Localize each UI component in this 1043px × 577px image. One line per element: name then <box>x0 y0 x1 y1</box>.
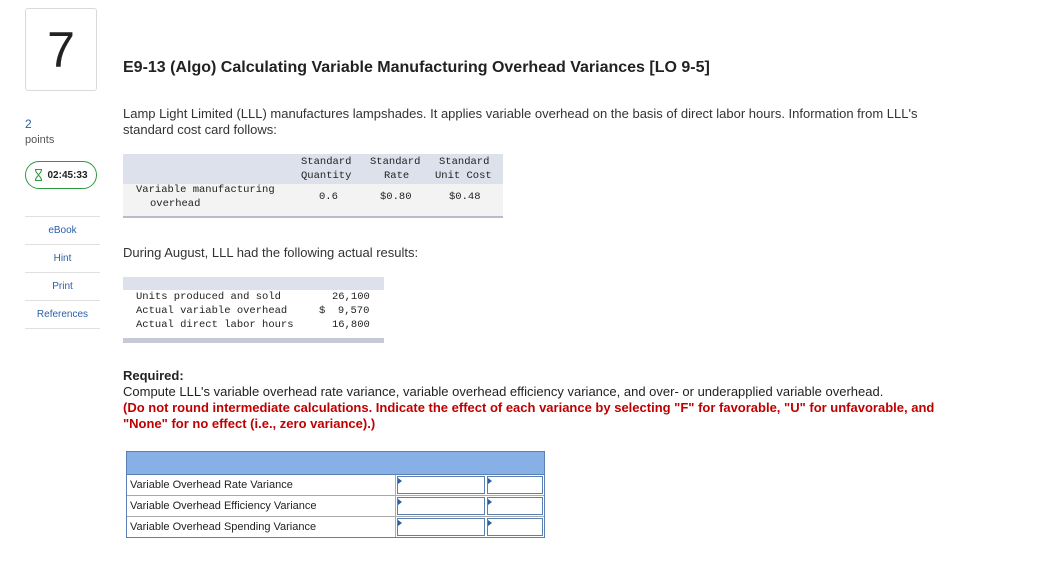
required-note: (Do not round intermediate calculations. Indicate the effect of each variance by selecting "F" for favorable, "U" for unfavorable, and "None" for no effect (i.e., zero variance).) <box>123 400 935 431</box>
timer[interactable] <box>25 161 97 189</box>
actual-row-value: 16,800 <box>332 319 370 331</box>
efficiency-variance-amount-input[interactable] <box>397 497 485 515</box>
hint-link[interactable]: Hint <box>25 245 100 273</box>
row-label-line-2: overhead <box>150 198 201 210</box>
points-value: 2 <box>25 117 32 131</box>
answer-table-header <box>127 452 544 475</box>
actual-row-value: $ 9,570 <box>319 305 370 317</box>
row-label-line-1: Variable manufacturing <box>136 184 275 196</box>
standard-rate-value: $0.80 <box>380 191 412 203</box>
page-title: E9-13 (Algo) Calculating Variable Manufacturing Overhead Variances [LO 9-5] <box>123 59 710 76</box>
answer-table <box>126 451 545 538</box>
efficiency-variance-effect-select[interactable] <box>487 497 543 515</box>
row-label: Variable Overhead Spending Variance <box>127 517 396 537</box>
intro-text: Lamp Light Limited (LLL) manufactures lampshades. It applies variable overhead on the basis of direct labor hours. Information from LLL's standard cost card follows: <box>123 106 918 137</box>
print-link[interactable]: Print <box>25 273 100 301</box>
references-link[interactable]: References <box>25 301 100 329</box>
answer-row-efficiency-variance <box>127 496 544 517</box>
actual-row-label: Actual variable overhead <box>136 305 288 317</box>
input-marker-icon <box>488 499 492 505</box>
actual-results-intro: During August, LLL had the following actual results: <box>123 245 419 260</box>
rate-variance-effect-select[interactable] <box>487 476 543 494</box>
standard-unit-cost-value: $0.48 <box>449 191 481 203</box>
header-quantity-2: Quantity <box>301 170 352 182</box>
row-label: Variable Overhead Efficiency Variance <box>127 496 396 516</box>
actual-row-value: 26,100 <box>332 291 370 303</box>
input-marker-icon <box>488 478 492 484</box>
header-quantity-1: Standard <box>301 156 352 168</box>
required-label: Required: <box>123 368 184 383</box>
points-label: points <box>25 134 55 146</box>
input-marker-icon <box>488 520 492 526</box>
row-label: Variable Overhead Rate Variance <box>127 475 396 495</box>
table-bottom-border <box>123 338 384 343</box>
actual-row-label: Actual direct labor hours <box>136 319 294 331</box>
rate-variance-amount-input[interactable] <box>397 476 485 494</box>
input-marker-icon <box>398 478 402 484</box>
timer-text: 02:45:33 <box>47 169 88 181</box>
standard-quantity-value: 0.6 <box>319 191 338 203</box>
header-rate-1: Standard <box>370 156 421 168</box>
actual-row-label: Units produced and sold <box>136 291 281 303</box>
question-number: 7 <box>25 8 97 91</box>
hourglass-icon <box>34 169 43 181</box>
spending-variance-effect-select[interactable] <box>487 518 543 536</box>
ebook-link[interactable]: eBook <box>25 217 100 245</box>
answer-row-rate-variance <box>127 475 544 496</box>
header-rate-2: Rate <box>384 170 410 182</box>
spending-variance-amount-input[interactable] <box>397 518 485 536</box>
sidebar-links <box>25 216 100 329</box>
answer-row-spending-variance <box>127 517 544 537</box>
header-cost-1: Standard <box>439 156 490 168</box>
input-marker-icon <box>398 520 402 526</box>
required-text: Compute LLL's variable overhead rate variance, variable overhead efficiency variance, and over- or underapplied variable overhead. <box>123 384 884 399</box>
required-section <box>123 368 973 432</box>
header-cost-2: Unit Cost <box>435 170 492 182</box>
table-bottom-border <box>123 216 503 218</box>
input-marker-icon <box>398 499 402 505</box>
table-header-bar <box>123 277 384 290</box>
